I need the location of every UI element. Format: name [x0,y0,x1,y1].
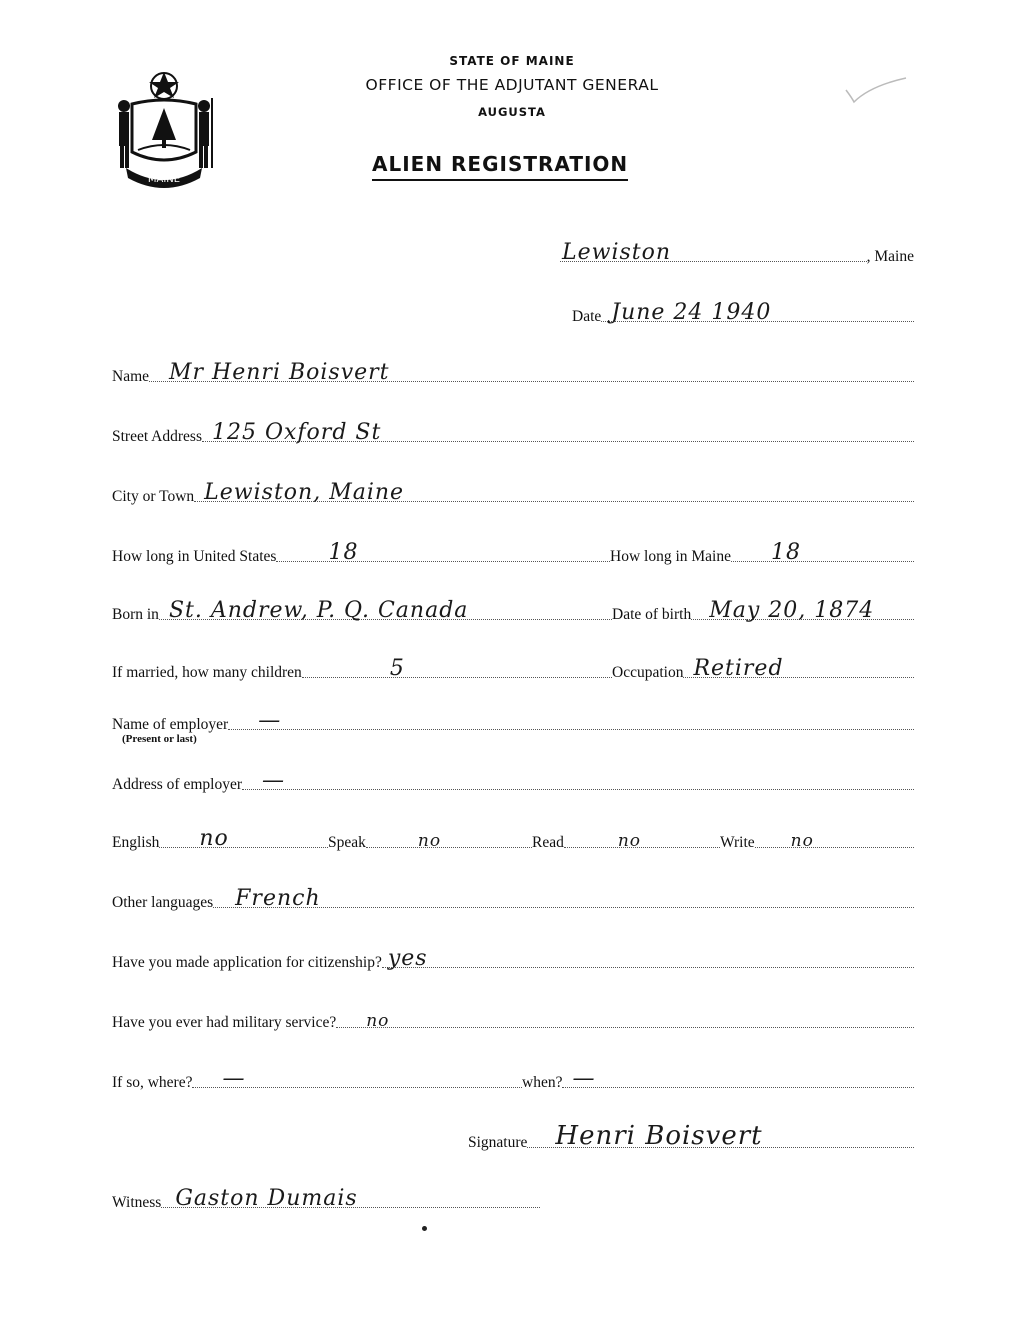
ink-dot [422,1226,427,1231]
witness-row [112,1184,540,1212]
english-value: no [199,826,229,851]
read-value: no [617,831,642,851]
how-long-maine-line [731,540,914,565]
citizenship-value: yes [387,946,428,971]
military-row [112,1004,914,1032]
citizenship-row [112,944,914,972]
signature-row [468,1121,914,1152]
military-label: Have you ever had military service? [112,1014,337,1031]
employer-label: Name of employer [112,716,229,733]
date-line [601,300,914,325]
employer-note: (Present or last) [122,733,197,745]
other-languages-line [213,886,914,911]
street-value: 125 Oxford St [211,420,382,445]
children-value: 5 [389,656,405,681]
town-row [560,238,914,266]
form-title: ALIEN REGISTRATION [372,152,628,181]
other-languages-label: Other languages [112,894,214,911]
how-long-us-row [112,538,610,566]
office-heading: OFFICE OF THE ADJUTANT GENERAL [365,76,659,94]
citizenship-label: Have you made application for citizenship? [112,954,382,971]
name-label: Name [112,368,150,385]
maine-label: , Maine [866,248,914,265]
employer-row [112,706,914,734]
write-value: no [790,831,814,851]
occupation-label: Occupation [612,664,684,681]
read-row [532,824,720,852]
date-label: Date [572,308,602,325]
when-line [562,1066,914,1091]
signature-line [527,1121,914,1151]
english-line [159,826,328,851]
other-languages-row [112,884,914,912]
children-row [112,654,612,682]
occupation-value: Retired [693,656,784,681]
dob-line [691,598,914,623]
born-in-row [112,596,612,624]
speak-line [366,831,532,851]
speak-label: Speak [328,834,366,851]
speak-row [328,824,532,852]
children-label: If married, how many children [112,664,302,681]
read-label: Read [532,834,564,851]
how-long-maine-label: How long in Maine [610,548,731,565]
svg-text:MAINE: MAINE [147,174,181,185]
town-line [560,240,867,265]
when-row [522,1064,914,1092]
town-value: Lewiston [562,240,672,265]
city-row [112,478,914,506]
how-long-us-value: 18 [328,540,359,565]
city-label: City or Town [112,488,195,505]
signature-value: Henri Boisvert [555,1121,763,1151]
when-label: when? [522,1074,563,1091]
read-line [564,831,720,851]
date-row [572,298,914,326]
date-value: June 24 1940 [611,300,772,325]
when-value: — [572,1066,596,1091]
where-value: — [222,1066,246,1091]
citizenship-line [382,946,914,971]
witness-label: Witness [112,1194,162,1211]
employer-address-label: Address of employer [112,776,242,793]
write-row [720,824,914,852]
checkmark-icon [842,76,912,106]
witness-line [161,1186,540,1211]
speak-value: no [417,831,442,851]
employer-address-value: — [262,768,285,793]
signature-label: Signature [468,1134,528,1151]
english-label: English [112,834,160,851]
how-long-us-label: How long in United States [112,548,277,565]
dob-value: May 20, 1874 [709,598,875,623]
born-in-line [159,598,612,623]
born-in-label: Born in [112,606,159,623]
name-line [149,360,914,385]
employer-line [228,708,914,733]
where-label: If so, where? [112,1074,193,1091]
witness-value: Gaston Dumais [175,1186,358,1211]
english-row [112,824,328,852]
name-row [112,358,914,386]
where-row [112,1064,522,1092]
employer-value: — [258,708,282,733]
employer-address-row [112,766,914,794]
how-long-maine-row [610,538,914,566]
write-label: Write [720,834,755,851]
where-line [192,1066,522,1091]
city-value: Lewiston, Maine [204,480,405,505]
how-long-us-line [276,540,610,565]
how-long-maine-value: 18 [770,540,801,565]
military-line [336,1011,914,1031]
write-line [755,831,914,851]
children-line [302,656,612,681]
state-heading: STATE OF MAINE [449,54,575,68]
born-in-value: St. Andrew, P. Q. Canada [168,598,469,623]
street-line [202,420,914,445]
name-value: Mr Henri Boisvert [169,360,390,385]
city-line [194,480,914,505]
street-row [112,418,914,446]
city-heading: AUGUSTA [478,105,546,119]
other-languages-value: French [235,886,321,911]
employer-address-line [242,768,914,793]
dob-row [612,596,914,624]
occupation-row [612,654,914,682]
military-value: no [366,1011,390,1031]
dob-label: Date of birth [612,606,692,623]
occupation-line [683,656,914,681]
street-label: Street Address [112,428,202,445]
